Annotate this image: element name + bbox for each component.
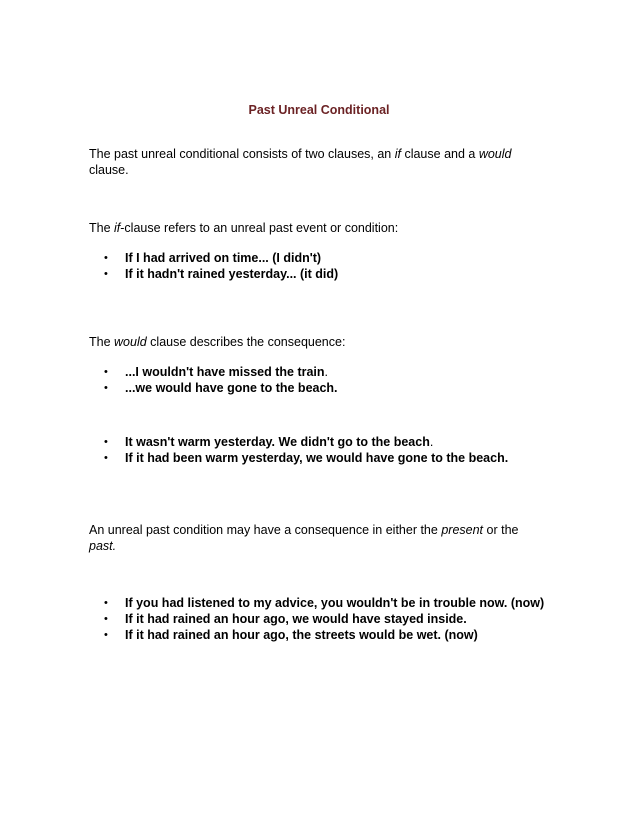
- list-item: [89, 627, 544, 643]
- list-item: [89, 250, 338, 266]
- list-item: [89, 266, 338, 282]
- page-title: Past Unreal Conditional: [248, 103, 390, 117]
- would-intro-suffix: clause describes the consequence:: [146, 335, 346, 349]
- intro-if-word: if: [394, 147, 401, 161]
- if-intro-suffix: -clause refers to an unreal past event or condition:: [120, 221, 399, 235]
- would-clause-intro: [89, 335, 539, 351]
- bullet-icon: •: [104, 452, 108, 464]
- example-list: [89, 434, 508, 466]
- bullet-icon: •: [104, 613, 108, 625]
- list-item-text: If it had rained an hour ago, the streets would be wet. (now): [125, 628, 478, 642]
- bullet-icon: •: [104, 382, 108, 394]
- intro-paragraph: [89, 147, 539, 178]
- intro-would-word: would: [478, 147, 512, 161]
- bullet-icon: •: [104, 436, 108, 448]
- consequence-present-word: present: [441, 523, 484, 537]
- consequence-text-1: An unreal past condition may have a consequence in either the: [89, 523, 442, 537]
- list-item-text: If I had arrived on time... (I didn't): [125, 251, 322, 265]
- would-intro-prefix: The: [89, 335, 115, 349]
- list-item-text: If it hadn't rained yesterday... (it did): [125, 267, 339, 281]
- bullet-icon: •: [104, 268, 108, 280]
- list-item: [89, 611, 544, 627]
- list-item: [89, 364, 338, 380]
- consequence-list: [89, 595, 544, 643]
- consequence-text-2: or the: [483, 523, 519, 537]
- list-item-text: If it had rained an hour ago, we would have stayed inside.: [125, 612, 467, 626]
- list-item-text: It wasn't warm yesterday. We didn't go to the beach: [125, 435, 430, 449]
- consequence-past-word: past.: [89, 538, 117, 553]
- if-intro-prefix: The: [89, 221, 115, 235]
- list-item: [89, 380, 338, 396]
- list-item: [89, 595, 544, 611]
- intro-text-3: clause.: [89, 162, 129, 177]
- list-item-text: ...we would have gone to the beach.: [125, 381, 338, 395]
- list-item-text: ...I wouldn't have missed the train: [125, 365, 325, 379]
- list-item: [89, 434, 508, 450]
- would-intro-italic: would: [114, 335, 147, 349]
- if-clause-list: [89, 250, 338, 282]
- bullet-icon: •: [104, 366, 108, 378]
- list-item-punct: .: [324, 365, 329, 379]
- list-item: [89, 450, 508, 466]
- consequence-paragraph: [89, 523, 539, 554]
- list-item-text: If you had listened to my advice, you wouldn't be in trouble now. (now): [125, 596, 545, 610]
- if-intro-italic: if: [114, 221, 121, 235]
- bullet-icon: •: [104, 629, 108, 641]
- intro-text-2: clause and a: [400, 147, 479, 161]
- if-clause-intro: [89, 221, 539, 237]
- bullet-icon: •: [104, 597, 108, 609]
- list-item-text: If it had been warm yesterday, we would have gone to the beach.: [125, 451, 509, 465]
- would-clause-list: [89, 364, 338, 396]
- intro-text-1: The past unreal conditional consists of two clauses, an: [89, 147, 395, 161]
- bullet-icon: •: [104, 252, 108, 264]
- list-item-punct: .: [429, 435, 434, 449]
